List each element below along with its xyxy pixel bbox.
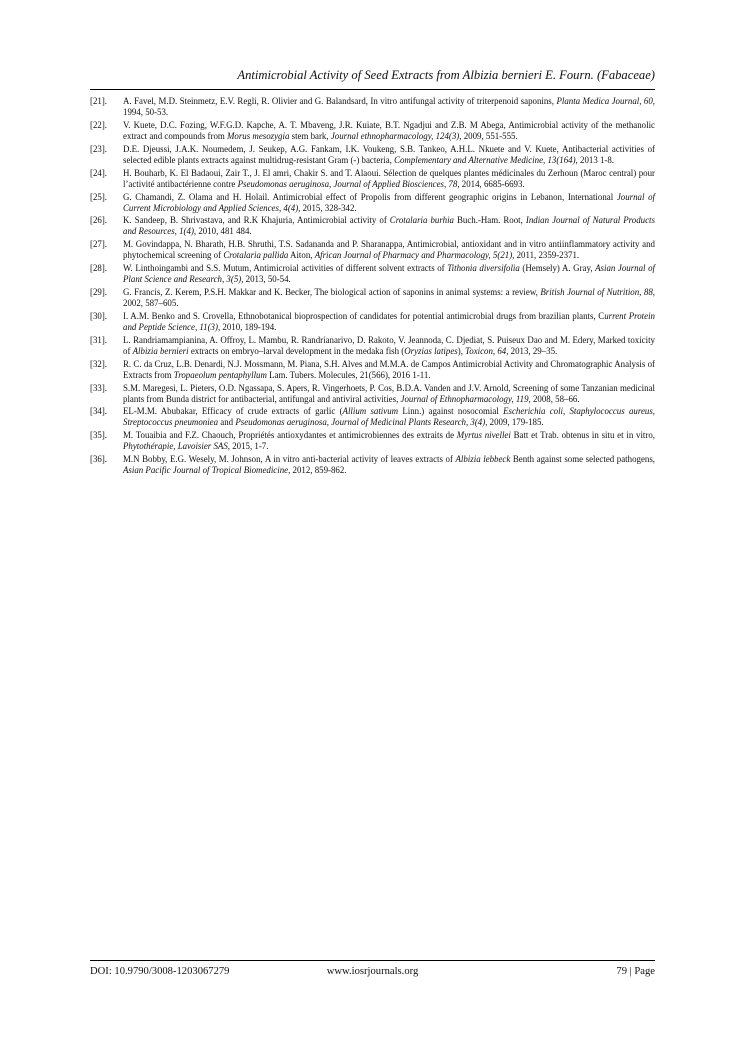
header-title: Antimicrobial Activity of Seed Extracts from Albizia bernieri E. Fourn. (Fabaceae) [237, 68, 655, 82]
reference-text [123, 311, 655, 333]
reference-text [123, 192, 655, 214]
reference-segment: 2013 1-8. [577, 154, 615, 165]
reference-text [123, 120, 655, 142]
reference-italic-segment: Complementary and Alternative Medicine, 13(164), [394, 154, 578, 165]
reference-italic-segment: Pseudomonas aeruginosa [237, 178, 330, 189]
reference-segment: D.E. Djeussi, J.A.K. Noumedem, J. Seukep, A.G. Fankam, I.K. Voukeng, S.B. Tankeo, A.H.L. Nkuete and V. Kuete, Antibacterial activities of selected edible plants extracts against multidrug-resistant Gram (-) bacteria, [123, 143, 655, 165]
reference-number: [32]. [90, 358, 108, 369]
reference-text [123, 383, 655, 405]
reference-number: [31]. [90, 334, 108, 345]
reference-segment: , 2002, 587–605. [123, 287, 655, 309]
reference-italic-segment: Indian Journal of Natural Products and Resources, 1(4) [123, 215, 655, 237]
reference-italic-segment: Albizia bernieri [132, 345, 189, 356]
footer-doi: DOI: 10.9790/3008-1203067279 [90, 966, 230, 977]
reference-item [90, 335, 655, 357]
footer-website: www.iosrjournals.org [326, 966, 419, 977]
reference-italic-segment: Tropaeolum pentaphyllum [173, 369, 267, 380]
reference-italic-segment: Oryzias latipes [404, 345, 458, 356]
reference-italic-segment: Asian Pacific Journal of Tropical Biomedicine [123, 465, 289, 476]
reference-segment: S.M. Maregesi, L. Pieters, O.D. Ngassapa, S. Apers, R. Vingerhoets, P. Cos, B.D.A. Vanden and J.V. Arnold, Screening of some Tanzanian medicinal plants from Bunda district for antibacterial, antifungal and antiviral activities, [123, 382, 655, 404]
reference-number: [23]. [90, 143, 108, 154]
reference-italic-segment: Myrtus nivellei [456, 430, 511, 441]
reference-italic-segment: Toxicon, 64 [465, 345, 507, 356]
reference-item [90, 454, 655, 476]
reference-segment: , [326, 417, 332, 428]
reference-segment: 1994, 50-53. [123, 107, 169, 118]
reference-text [123, 335, 655, 357]
reference-item [90, 430, 655, 452]
reference-segment: Lam. Tubers. Molecules, 21(566), 2016 1-11. [266, 369, 431, 380]
reference-segment: W. Linthoingambi and S.S. Mutum, Antimicroial activities of different solvent extracts of [123, 263, 448, 274]
reference-number: [24]. [90, 167, 108, 178]
reference-italic-segment: Pseudomonas aeruginosa [235, 417, 327, 428]
reference-item [90, 359, 655, 381]
reference-text [123, 144, 655, 166]
reference-italic-segment: Journal of Medicinal Plants Research, 3(4), [331, 417, 488, 428]
reference-text [123, 96, 655, 118]
reference-text [123, 215, 655, 237]
reference-item [90, 192, 655, 214]
reference-segment: stem bark, [289, 130, 331, 141]
reference-italic-segment: Albizia lebbeck [455, 454, 511, 465]
reference-segment: Aiton, [288, 250, 315, 261]
page-footer [90, 966, 655, 980]
reference-text [123, 287, 655, 309]
reference-segment: Buch.-Ham. Root, [453, 215, 526, 226]
reference-number: [25]. [90, 191, 108, 202]
reference-item [90, 406, 655, 428]
reference-italic-segment: Journal of Current Microbiology and Applied Sciences, 4(4), [123, 191, 655, 213]
reference-italic-segment: Staphylococcus aureus [569, 406, 653, 417]
reference-segment: , 2012, 859-862. [288, 465, 347, 476]
reference-segment: extracts on embryo–larval development in the medaka fish ( [188, 345, 405, 356]
footer-page-number: 79 | Page [616, 966, 655, 977]
reference-segment: A. Favel, M.D. Steinmetz, E.V. Regli, R. Olivier and G. Balandsard, In vitro antifungal activity of triterpenoid saponins, [123, 96, 557, 106]
reference-item [90, 96, 655, 118]
reference-segment: ), [457, 345, 466, 356]
reference-italic-segment: Tithonia diversifolia [447, 263, 520, 274]
reference-text [123, 263, 655, 285]
reference-italic-segment: African Journal of Pharmacy and Pharmacology, 5(21) [314, 250, 513, 261]
reference-number: [35]. [90, 430, 108, 441]
reference-segment: , [652, 406, 655, 417]
reference-segment: M.N Bobby, E.G. Wesely, M. Johnson, A in vitro anti-bacterial activity of leaves extracts of [123, 454, 456, 465]
footer-divider [90, 960, 655, 961]
reference-italic-segment: Streptococcus pneumoniea [123, 417, 219, 428]
reference-segment: , 2008, 58–66. [528, 393, 580, 404]
reference-text [123, 454, 655, 476]
header-divider [90, 89, 655, 90]
reference-item [90, 168, 655, 190]
reference-segment: , 2015, 1-7. [227, 441, 269, 452]
reference-number: [30]. [90, 310, 108, 321]
reference-segment: , [329, 178, 334, 189]
reference-segment: G. Chamandi, Z. Olama and H. Holail. Antimicrobial effect of Propolis from different geographic origins in Lebanon, International [123, 191, 617, 202]
reference-text [123, 430, 655, 452]
running-header [90, 68, 655, 88]
reference-segment: and [218, 417, 236, 428]
reference-segment: Benth against some selected pathogens, [510, 454, 655, 465]
reference-text [123, 406, 655, 428]
reference-number: [29]. [90, 287, 108, 297]
reference-segment: Linn.) against nosocomial [398, 406, 504, 417]
reference-segment: , 2010, 481 484. [193, 226, 252, 237]
reference-italic-segment: Phytothérapie, Lavoisier SAS [123, 441, 228, 452]
reference-italic-segment: Allium sativum [342, 406, 399, 417]
reference-number: [26]. [90, 215, 108, 226]
reference-item [90, 287, 655, 309]
reference-text [123, 359, 655, 381]
reference-segment: , [563, 406, 570, 417]
reference-italic-segment: Morus mesozygia [227, 130, 290, 141]
reference-item [90, 383, 655, 405]
reference-item [90, 239, 655, 261]
reference-segment: V. Kuete, D.C. Fozing, W.F.G.D. Kapche, A. T. Mbaveng, J.R. Kuiate, B.T. Ngadjui and Z.B. M Abega, Antimicrobial activity of the methanolic extract and compounds from [123, 119, 655, 141]
reference-item [90, 263, 655, 285]
reference-number: [27]. [90, 239, 108, 250]
reference-italic-segment: Escherichia coli [503, 406, 564, 417]
reference-segment: , 2011, 2359-2371. [512, 250, 580, 261]
reference-number: [21]. [90, 96, 108, 106]
reference-segment: , 2013, 29–35. [506, 345, 558, 356]
reference-text [123, 168, 655, 190]
reference-segment: , 2014, 6685-6693. [457, 178, 525, 189]
reference-segment: H. Bouharb, K. El Badaoui, Zair T., J. El amri, Chakir S. and T. Alaoui. Sélection de quelques plantes médicinales du Zerhoun (Maroc central) pour l’activité antibactérienne contre [123, 167, 655, 189]
reference-number: [34]. [90, 406, 108, 417]
reference-italic-segment: Crotalaria pallida [223, 250, 289, 261]
reference-text [123, 239, 655, 261]
reference-segment: 2009, 179-185. [487, 417, 544, 428]
reference-segment: , 2009, 551-555. [459, 130, 518, 141]
reference-italic-segment: Journal of Applied Biosciences, 78 [333, 178, 458, 189]
reference-segment: L. Randriamampianina, A. Offroy, L. Mambu, R. Randrianarivo, D. Rakoto, V. Jeannoda, C. Djediat, S. Puiseux Dao and M. Edery, Marked toxicity of [123, 334, 655, 356]
reference-italic-segment: Journal ethnopharmacology, 124(3) [330, 130, 460, 141]
reference-italic-segment: Asian Journal of Plant Science and Research, 3(5), [123, 263, 655, 285]
reference-number: [28]. [90, 263, 108, 274]
reference-segment: I. A.M. Benko and S. Crovella, Ethnobotanical bioprospection of candidates for potential antimicrobial drugs from brazilian plants, C [123, 310, 605, 321]
reference-segment: EL-M.M. Abubakar, Efficacy of crude extracts of garlic ( [123, 406, 343, 417]
reference-number: [36]. [90, 454, 108, 465]
reference-italic-segment: Journal of Ethnopharmacology, 119 [400, 393, 529, 404]
reference-italic-segment: Planta Medica Journal, 60, [556, 96, 655, 106]
reference-number: [33]. [90, 382, 108, 393]
reference-number: [22]. [90, 119, 108, 130]
reference-item [90, 215, 655, 237]
reference-segment: K. Sandeep, B. Shrivastava, and R.K Khajuria, Antimicrobial activity of [123, 215, 390, 226]
reference-italic-segment: urrent Protein and Peptide Science, 11(3) [123, 310, 655, 332]
reference-italic-segment: Crotalaria burhia [389, 215, 454, 226]
reference-segment: (Hemsely) A. Gray, [519, 263, 596, 274]
reference-segment: Batt et Trab. obtenus in situ et in vitro, [510, 430, 655, 441]
reference-item [90, 120, 655, 142]
reference-segment: G. Francis, Z. Kerem, P.S.H. Makkar and K. Becker, The biological action of saponins in animal systems: a review, [123, 287, 541, 297]
reference-list [90, 96, 655, 478]
reference-segment: M. Touaibia and F.Z. Chaouch, Propriétés antioxydantes et antimicrobiennes des extraits de [123, 430, 457, 441]
reference-segment: , 2010, 189-194. [217, 321, 277, 332]
reference-segment: 2013, 50-54. [243, 274, 291, 285]
reference-segment: M. Govindappa, N. Bharath, H.B. Shruthi, T.S. Sadananda and P. Sharanappa, Antimicrobial, antioxidant and in vitro antiinflammatory activity and phytochemical screening of [123, 239, 655, 261]
reference-italic-segment: British Journal of Nutrition, 88 [540, 287, 653, 297]
reference-item [90, 311, 655, 333]
reference-item [90, 144, 655, 166]
reference-segment: R. C. da Cruz, L.B. Denardi, N.J. Mossmann, M. Piana, S.H. Alves and M.M.A. de Campos Antimicrobial Activity and Chromatographic Analysis of Extracts from [123, 358, 655, 380]
reference-segment: 2015, 328-342. [300, 202, 357, 213]
